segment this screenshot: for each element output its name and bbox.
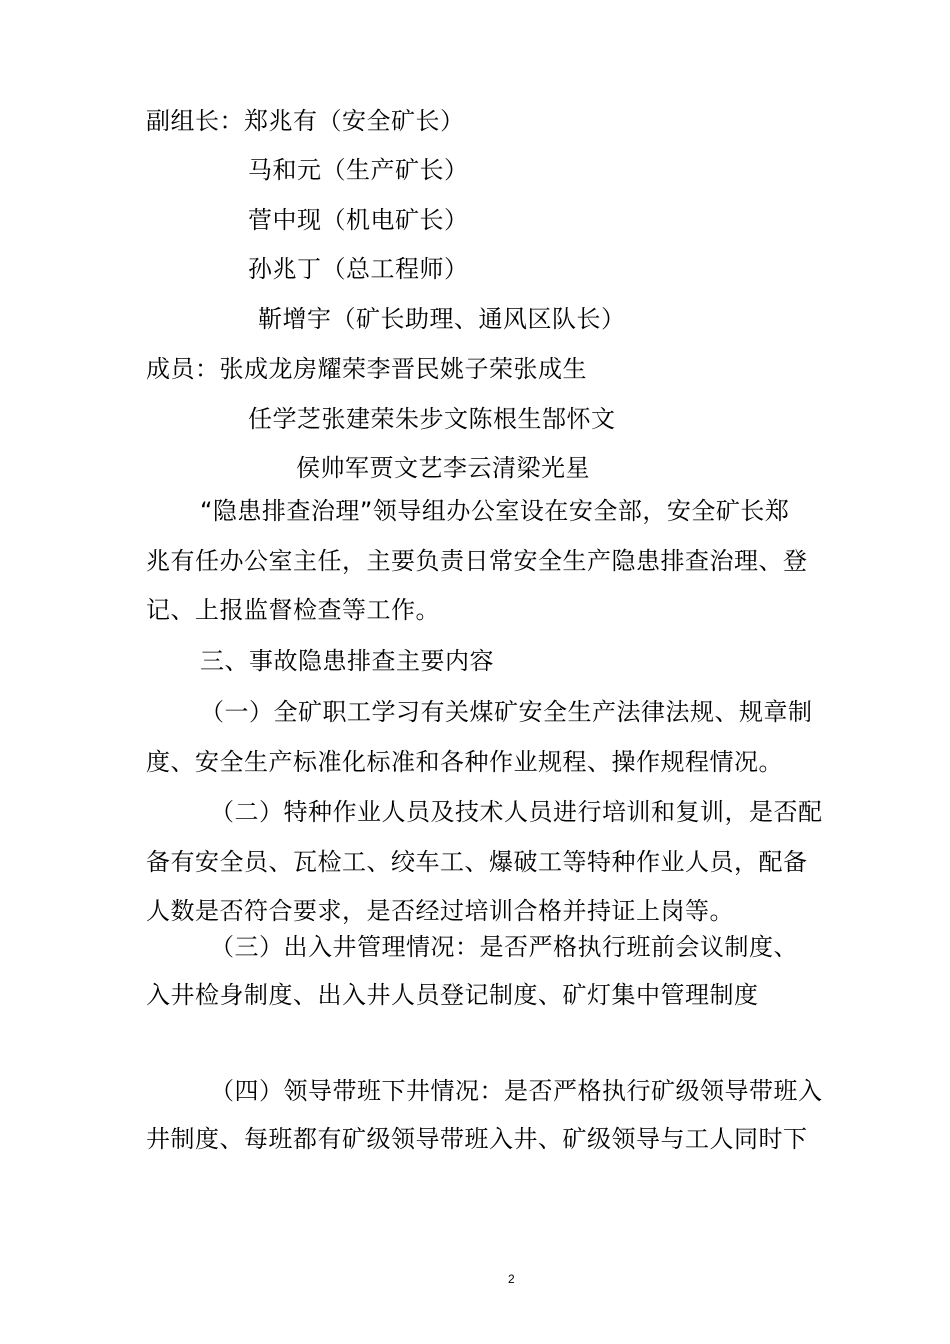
office-paragraph-line-1: “隐患排查治理”领导组办公室设在安全部，安全矿长郑 [200, 497, 790, 525]
item-2-line-1: （二）特种作业人员及技术人员进行培训和复训，是否配 [210, 798, 823, 826]
item-3-line-1: （三）出入井管理情况：是否严格执行班前会议制度、 [210, 933, 798, 961]
office-paragraph-line-3: 记、上报监督检查等工作。 [146, 596, 440, 624]
section-heading: 三、事故隐患排查主要内容 [200, 647, 494, 675]
deputy-leader-jin: 靳增宇（矿长助理、通风区队长） [258, 305, 626, 333]
item-2-line-2: 备有安全员、瓦检工、绞车工、爆破工等特种作业人员，配备 [146, 848, 808, 876]
item-3-line-2: 入井检身制度、出入井人员登记制度、矿灯集中管理制度 [146, 981, 759, 1009]
item-1-line-2: 度、安全生产标准化标准和各种作业规程、操作规程情况。 [146, 748, 783, 776]
item-1-line-1: （一）全矿职工学习有关煤矿安全生产法律法规、规章制 [200, 698, 813, 726]
item-2-line-3: 人数是否符合要求，是否经过培训合格并持证上岗等。 [146, 897, 734, 925]
deputy-leader-jian: 菅中现（机电矿长） [248, 206, 469, 234]
office-paragraph-line-2: 兆有任办公室主任，主要负责日常安全生产隐患排查治理、登 [146, 547, 808, 575]
deputy-leader-line: 副组长：郑兆有（安全矿长） [146, 107, 465, 135]
deputy-leader-ma: 马和元（生产矿长） [248, 156, 469, 184]
members-line-3: 侯帅军贾文艺李云清梁光星 [296, 454, 590, 482]
item-4-line-1: （四）领导带班下井情况：是否严格执行矿级领导带班入 [210, 1077, 823, 1105]
page-number: 2 [508, 1272, 515, 1286]
members-line-1: 成员：张成龙房耀荣李晋民姚子荣张成生 [146, 355, 587, 383]
item-4-line-2: 井制度、每班都有矿级领导带班入井、矿级领导与工人同时下 [146, 1125, 808, 1153]
members-line-2: 任学芝张建荣朱步文陈根生郜怀文 [248, 405, 616, 433]
deputy-leader-sun: 孙兆丁（总工程师） [248, 255, 469, 283]
